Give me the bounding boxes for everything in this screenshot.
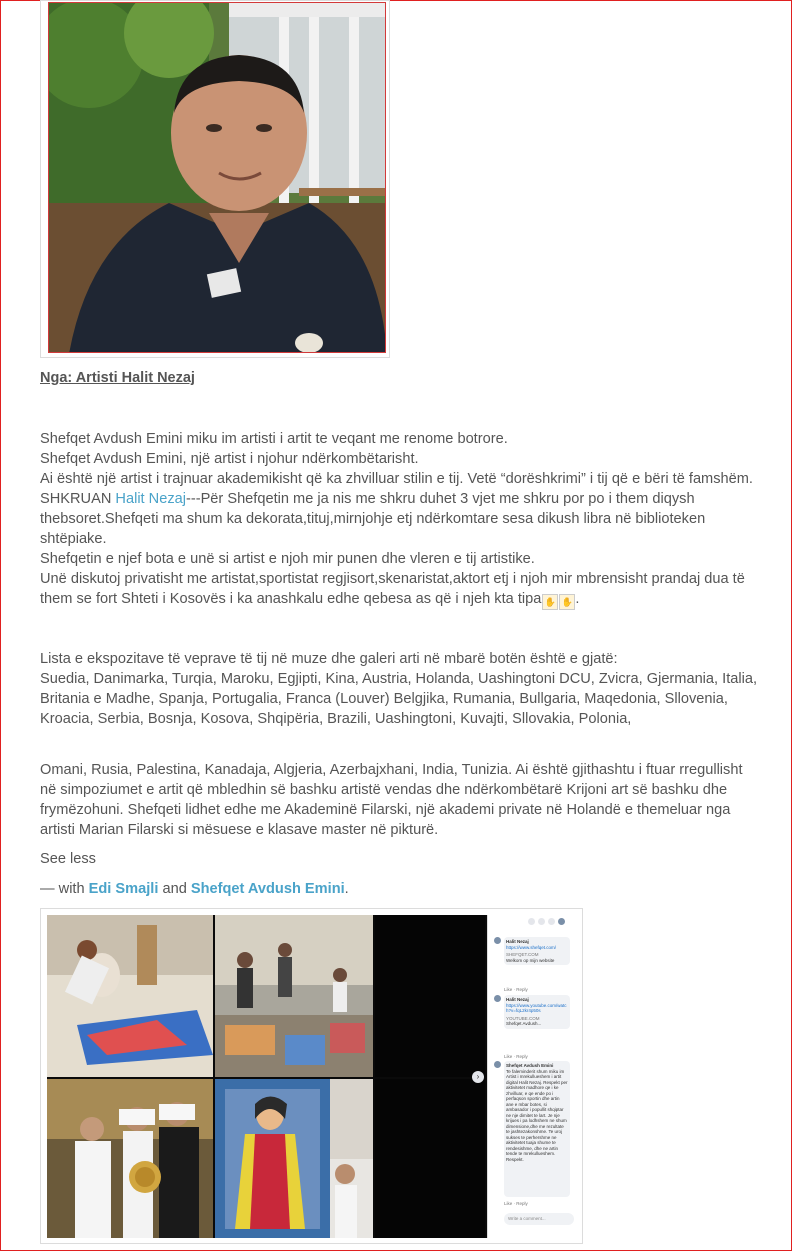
text-line: Shefqet Avdush Emini, një artist i njohur ndërkombëtarisht.	[40, 451, 419, 467]
profile-avatar[interactable]	[558, 918, 565, 925]
text-run: ---Për Shefqetin me ja nis me shkru duhet 3 vjet me shkru por po i them diqysh thebsoret.Shefqeti ma shum ka dekorata,tituj,mirnjohje etj ndërkomtare sesa dikush libra në biblioteken shtëpiake.	[40, 491, 706, 547]
text-line: Unë diskutoj privatisht me artistat,sportistat regjisort,skenaristat,aktort etj i njoh mir mbrensisht prandaj dua të them se fort Shteti i Kosovës i ka anashkalu edhe qebesa as që i njeh kta tipa ✋ ✋ .	[40, 569, 760, 610]
text-line: Shefqetin e njef bota e unë si artist e njoh mir punen dhe vleren e tij artistike.	[40, 551, 535, 567]
avatar	[494, 995, 501, 1002]
facebook-screenshot[interactable]	[47, 915, 577, 1238]
with-and: and	[158, 881, 191, 897]
avatar	[494, 1061, 501, 1068]
article-paragraph-1	[40, 429, 760, 610]
author-link[interactable]: Halit Nezaj	[115, 491, 186, 507]
author-byline[interactable]: Nga: Artisti Halit Nezaj	[40, 370, 195, 386]
comment-bubble	[504, 995, 570, 1029]
text-line: Suedia, Danimarka, Turqia, Maroku, Egjipti, Kina, Austria, Holanda, Uashingtoni DCU, Zvicra, Gjermania, Italia, Britania e Madhe, Spanja, Portugalia, Franca (Louver) Belgjika, Rumania, Bullgaria, Maqedonia, Sllovenia, Kroacia, Serbia, Bosnja, Kosova, Shqipëria, Brazili, Uashingtoni, Kuvajti, Sllovakia, Polonia,	[40, 671, 758, 727]
text-run: Unë diskutoj privatisht me artistat,sportistat regjisort,skenaristat,aktort etj i njoh mir mbrensisht prandaj dua të them se fort Shteti i Kosovës i ka anashkalu edhe qebesa as që i njeh kta tipa	[40, 571, 745, 607]
portrait-photo-image	[49, 3, 386, 353]
tagged-person-link[interactable]: Shefqet Avdush Emini	[190, 881, 345, 897]
portrait-photo[interactable]	[48, 2, 386, 353]
comment-item	[494, 937, 574, 985]
collage-photo-painting	[47, 915, 213, 1077]
collage-black-area	[375, 1079, 485, 1238]
comment-actions[interactable]: Like · Reply	[504, 1054, 528, 1059]
comments-panel	[487, 915, 577, 1238]
tagged-person-link[interactable]: Edi Smajli	[88, 881, 159, 897]
panel-toolbar	[528, 918, 574, 926]
comment-actions[interactable]: Like · Reply	[504, 1201, 528, 1206]
shkruan-label: SHKRUAN	[40, 491, 116, 507]
collage-black-area	[375, 915, 485, 1077]
portrait-photo-frame	[40, 0, 390, 358]
emoji-icon: ✋	[559, 594, 575, 610]
with-prefix: — with	[40, 881, 89, 897]
comment-bubble	[504, 1061, 570, 1197]
comment-link[interactable]: https://www.youtube.com/watch?v=fqL2kr4p50s	[506, 1002, 567, 1013]
article-paragraph-2	[40, 649, 760, 729]
next-arrow-icon[interactable]: ›	[472, 1071, 484, 1083]
link-card-source: YOUTUBE.COM	[506, 1015, 540, 1021]
see-less-link[interactable]: See less	[40, 851, 96, 867]
facebook-screenshot-frame	[40, 908, 583, 1244]
text-line: Ai është një artist i trajnuar akademikisht që ka zhvilluar stilin e tij. Vetë “dorëshkrimi” i tij që e bëri të famshëm.	[40, 471, 753, 487]
comment-author[interactable]: Halit Nezaj	[506, 939, 529, 944]
comment-item	[494, 1061, 574, 1211]
collage-photo-award	[47, 1079, 213, 1238]
link-card-title[interactable]: Welkom op mijn website	[506, 957, 555, 963]
collage-photo-portrait-painting	[215, 1079, 373, 1238]
messenger-icon[interactable]	[538, 918, 545, 925]
link-card-title[interactable]: Shefqet Avdush...	[506, 1021, 542, 1026]
text-line: Shefqet Avdush Emini miku im artisti i artit te veqant me renome botrore.	[40, 431, 508, 447]
article-paragraph-3	[40, 760, 760, 840]
collage-photo-exhibition	[215, 915, 373, 1077]
write-comment-input[interactable]: Write a comment...	[504, 1213, 574, 1225]
text-line: Omani, Rusia, Palestina, Kanadaja, Algjeria, Azerbajxhani, India, Tunizia. Ai është gjithashtu i ftuar rregullisht në simpoziumet e artit që mbledhin së bashku artistë vendas dhe ndërkombëtarë Krijoni art së bashku dhe frymëzohuni. Shefqeti lidhet edhe me Akademinë Filarski, një akademi private në Holandë e themeluar nga artisti Marian Filarski si mësuese e klasave master në pikturë.	[40, 762, 743, 838]
text-line	[40, 489, 760, 549]
with-end: .	[344, 881, 349, 897]
menu-icon[interactable]	[528, 918, 535, 925]
comment-link[interactable]: https://www.shefqet.com/	[506, 944, 557, 950]
comment-text: Te faleminderit shum miku im Artist i mrekullueshem i artit digital Halit Nezaj. Respekt per aktivitetet madhore qe i ke zhvilluar, e qe ende po i perfaqson sportin dhe artin ane e mbar botes, si ambasador i popullit shqiptar ne nje dimitet te lart. Je nje krijues i pa lodhshem ne shum dimensione,dhe me rezultate te jashtezakonshme. Te uroj sukses te perhershme ne aktivitetet tuaja shume te rendesishme, dhe ne artin tende te mrekullueshem. Respekt.	[506, 1068, 568, 1162]
comment-actions[interactable]: Like · Reply	[504, 987, 528, 992]
emoji-icon: ✋	[542, 594, 558, 610]
comment-item	[494, 995, 574, 1051]
text-line: Lista e ekspozitave të veprave të tij në muze dhe galeri arti në mbarë botën është e gjatë:	[40, 651, 618, 667]
comment-author[interactable]: Shefqet Avdush Emini	[506, 1063, 554, 1068]
link-card-source: SHEFQET.COM	[506, 952, 539, 957]
comment-author[interactable]: Halit Nezaj	[506, 997, 529, 1002]
tagged-with-line	[40, 879, 760, 899]
comment-bubble	[504, 937, 570, 965]
avatar	[494, 937, 501, 944]
notifications-icon[interactable]	[548, 918, 555, 925]
